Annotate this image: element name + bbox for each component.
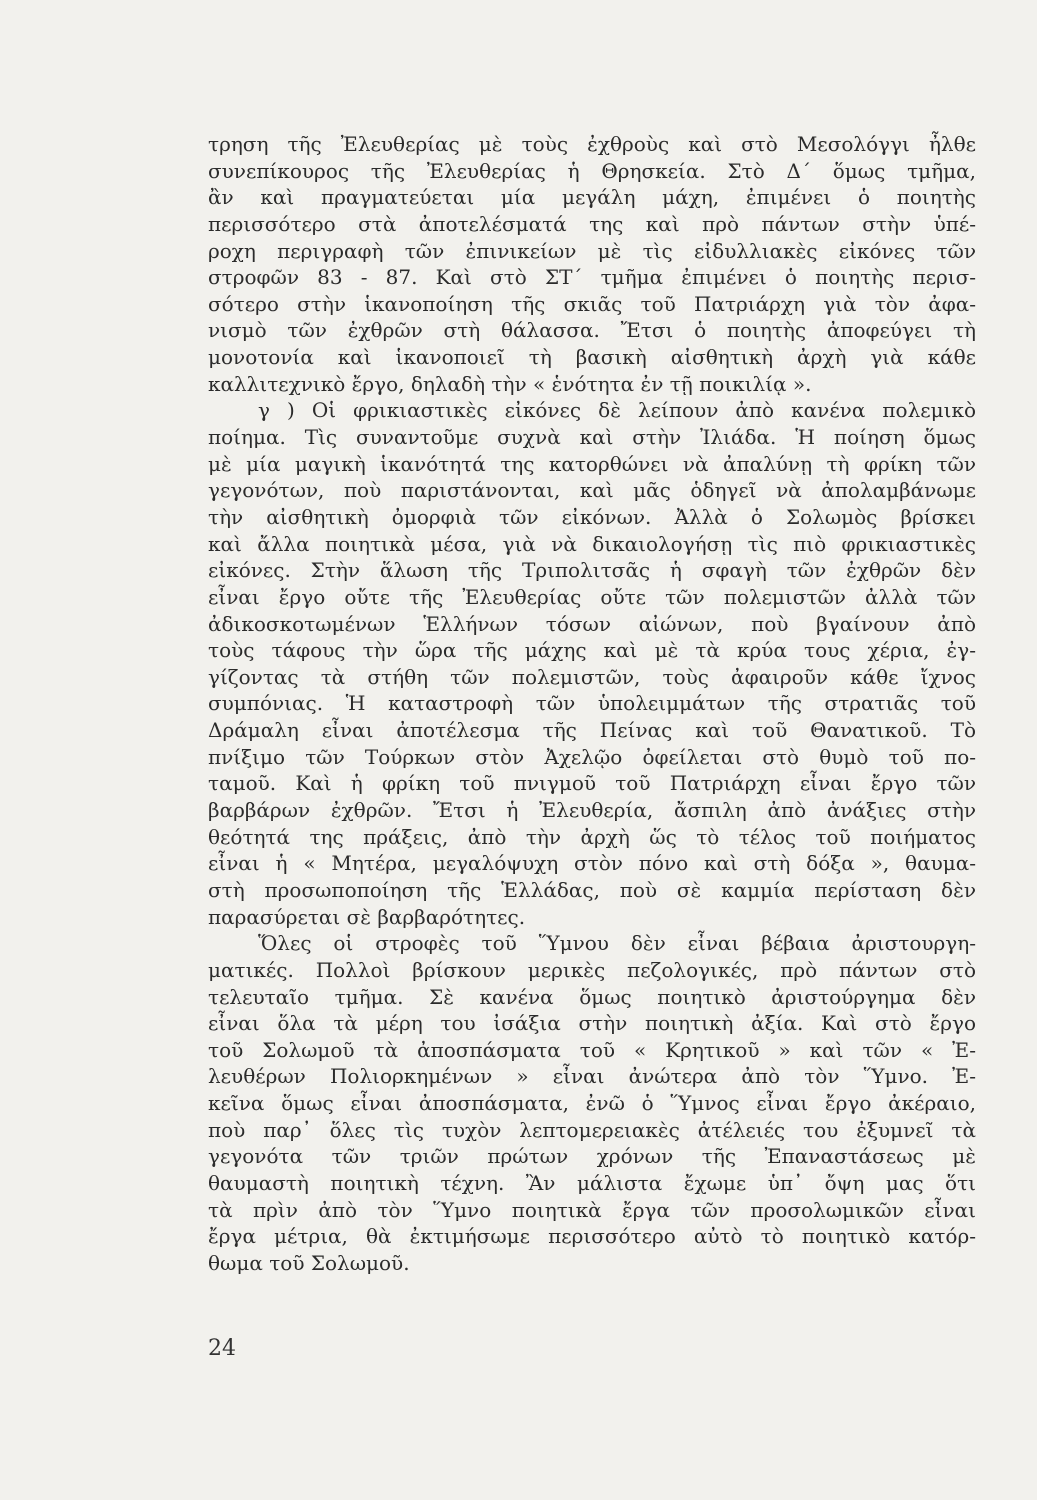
text-line: κεῖνα ὅμως εἶναι ἀποσπάσματα, ἐνῶ ὁ Ὕμνος εἶναι ἔργο ἀκέραιο,: [208, 1091, 976, 1116]
text-line: βαρβάρων ἐχθρῶν. Ἔτσι ἡ Ἐλευθερία, ἄσπιλη ἀπὸ ἀνάξιες στὴν: [208, 798, 976, 823]
text-line: νισμὸ τῶν ἐχθρῶν στὴ θάλασσα. Ἔτσι ὁ ποιητὴς ἀποφεύγει τὴ: [208, 318, 976, 343]
text-line: ματικές. Πολλοὶ βρίσκουν μερικὲς πεζολογικές, πρὸ πάντων στὸ: [208, 957, 976, 982]
text-line: σότερο στὴν ἱκανοποίηση τῆς σκιᾶς τοῦ Πατριάρχη γιὰ τὸν ἀφα-: [208, 291, 976, 316]
text-line: τοὺς τάφους τὴν ὥρα τῆς μάχης καὶ μὲ τὰ κρύα τους χέρια, ἐγ-: [208, 638, 976, 663]
text-line: εἶναι ἡ « Μητέρα, μεγαλόψυχη στὸν πόνο καὶ στὴ δόξα », θαυμα-: [208, 851, 976, 876]
text-line: γίζοντας τὰ στήθη τῶν πολεμιστῶν, τοὺς ἀφαιροῦν κάθε ἴχνος: [208, 664, 976, 689]
text-line: καὶ ἄλλα ποιητικὰ μέσα, γιὰ νὰ δικαιολογήσῃ τὶς πιὸ φρικιαστικὲς: [208, 531, 976, 556]
text-line: συνεπίκουρος τῆς Ἐλευθερίας ἡ Θρησκεία. Στὸ Δ΄ ὅμως τμῆμα,: [208, 158, 976, 183]
text-line: στὴ προσωποποίηση τῆς Ἑλλάδας, ποὺ σὲ καμμία περίσταση δὲν: [208, 877, 976, 902]
text-line: τελευταῖο τμῆμα. Σὲ κανένα ὅμως ποιητικὸ ἀριστούργημα δὲν: [208, 984, 976, 1009]
text-line: εἶναι ὅλα τὰ μέρη του ἰσάξια στὴν ποιητικὴ ἀξία. Καὶ στὸ ἔργο: [208, 1011, 976, 1036]
text-line: ἔργα μέτρια, θὰ ἐκτιμήσωμε περισσότερο αὐτὸ τὸ ποιητικὸ κατόρ-: [208, 1224, 976, 1249]
text-line: περισσότερο στὰ ἀποτελέσματά της καὶ πρὸ πάντων στὴν ὑπέ-: [208, 211, 976, 236]
text-line: τοῦ Σολωμοῦ τὰ ἀποσπάσματα τοῦ « Κρητικοῦ » καὶ τῶν « Ἐ-: [208, 1037, 976, 1062]
text-line: λευθέρων Πολιορκημένων » εἶναι ἀνώτερα ἀπὸ τὸν Ὕμνο. Ἐ-: [208, 1064, 976, 1089]
text-line: γ ) Οἱ φρικιαστικὲς εἰκόνες δὲ λείπουν ἀπὸ κανένα πολεμικὸ: [258, 398, 976, 423]
text-line: θαυμαστὴ ποιητικὴ τέχνη. Ἂν μάλιστα ἔχωμε ὑπ᾽ ὄψη μας ὅτι: [208, 1170, 976, 1195]
text-line: τρηση τῆς Ἐλευθερίας μὲ τοὺς ἐχθροὺς καὶ στὸ Μεσολόγγι ἦλθε: [208, 132, 976, 156]
text-line: ροχη περιγραφὴ τῶν ἐπινικείων μὲ τὶς εἰδυλλιακὲς εἰκόνες τῶν: [208, 238, 976, 263]
text-line: ποίημα. Τὶς συναντοῦμε συχνὰ καὶ στὴν Ἰλιάδα. Ἡ ποίηση ὅμως: [208, 425, 976, 450]
text-line: πνίξιμο τῶν Τούρκων στὸν Ἀχελῷο ὀφείλεται στὸ θυμὸ τοῦ πο-: [208, 744, 976, 769]
text-line: στροφῶν 83 - 87. Καὶ στὸ ΣΤ΄ τμῆμα ἐπιμένει ὁ ποιητὴς περισ-: [208, 265, 976, 290]
text-line: τὰ πρὶν ἀπὸ τὸν Ὕμνο ποιητικὰ ἔργα τῶν προσολωμικῶν εἶναι: [208, 1197, 976, 1222]
text-line: μὲ μία μαγικὴ ἱκανότητά της κατορθώνει νὰ ἀπαλύνῃ τὴ φρίκη τῶν: [208, 451, 976, 476]
text-line: θεότητά της πράξεις, ἀπὸ τὴν ἀρχὴ ὥς τὸ τέλος τοῦ ποιήματος: [208, 824, 976, 849]
page-number: 24: [208, 1336, 236, 1361]
text-line: συμπόνιας. Ἡ καταστροφὴ τῶν ὑπολειμμάτων τῆς στρατιᾶς τοῦ: [208, 691, 976, 716]
text-line: θωμα τοῦ Σολωμοῦ.: [208, 1250, 410, 1275]
text-line: παρασύρεται σὲ βαρβαρότητες.: [208, 904, 526, 929]
text-line: ταμοῦ. Καὶ ἡ φρίκη τοῦ πνιγμοῦ τοῦ Πατριάρχη εἶναι ἔργο τῶν: [208, 771, 976, 796]
text-line: μονοτονία καὶ ἱκανοποιεῖ τὴ βασικὴ αἰσθητικὴ ἀρχὴ γιὰ κάθε: [208, 345, 976, 370]
text-line: Δράμαλη εἶναι ἀποτέλεσμα τῆς Πείνας καὶ τοῦ Θανατικοῦ. Τὸ: [208, 718, 976, 743]
text-line: εἰκόνες. Στὴν ἅλωση τῆς Τριπολιτσᾶς ἡ σφαγὴ τῶν ἐχθρῶν δὲν: [208, 558, 976, 583]
text-line: τὴν αἰσθητικὴ ὀμορφιὰ τῶν εἰκόνων. Ἀλλὰ ὁ Σολωμὸς βρίσκει: [208, 504, 976, 529]
text-line: Ὅλες οἱ στροφὲς τοῦ Ὕμνου δὲν εἶναι βέβαια ἀριστουργη-: [258, 931, 976, 956]
text-line: γεγονότων, ποὺ παριστάνονται, καὶ μᾶς ὁδηγεῖ νὰ ἀπολαμβάνωμε: [208, 478, 976, 503]
text-line: καλλιτεχνικὸ ἔργο, δηλαδὴ τὴν « ἑνότητα ἐν τῇ ποικιλίᾳ ».: [208, 371, 812, 396]
text-line: ποὺ παρ᾽ ὅλες τὶς τυχὸν λεπτομερειακὲς ἀτέλειές του ἐξυμνεῖ τὰ: [208, 1117, 976, 1142]
text-line: ἂν καὶ πραγματεύεται μία μεγάλη μάχη, ἐπιμένει ὁ ποιητὴς: [208, 185, 976, 210]
text-line: ἀδικοσκοτωμένων Ἑλλήνων τόσων αἰώνων, ποὺ βγαίνουν ἀπὸ: [208, 611, 976, 636]
body-text: [208, 131, 976, 1277]
text-line: γεγονότα τῶν τριῶν πρώτων χρόνων τῆς Ἐπαναστάσεως μὲ: [208, 1144, 976, 1169]
text-line: εἶναι ἔργο οὔτε τῆς Ἐλευθερίας οὔτε τῶν πολεμιστῶν ἀλλὰ τῶν: [208, 584, 976, 609]
